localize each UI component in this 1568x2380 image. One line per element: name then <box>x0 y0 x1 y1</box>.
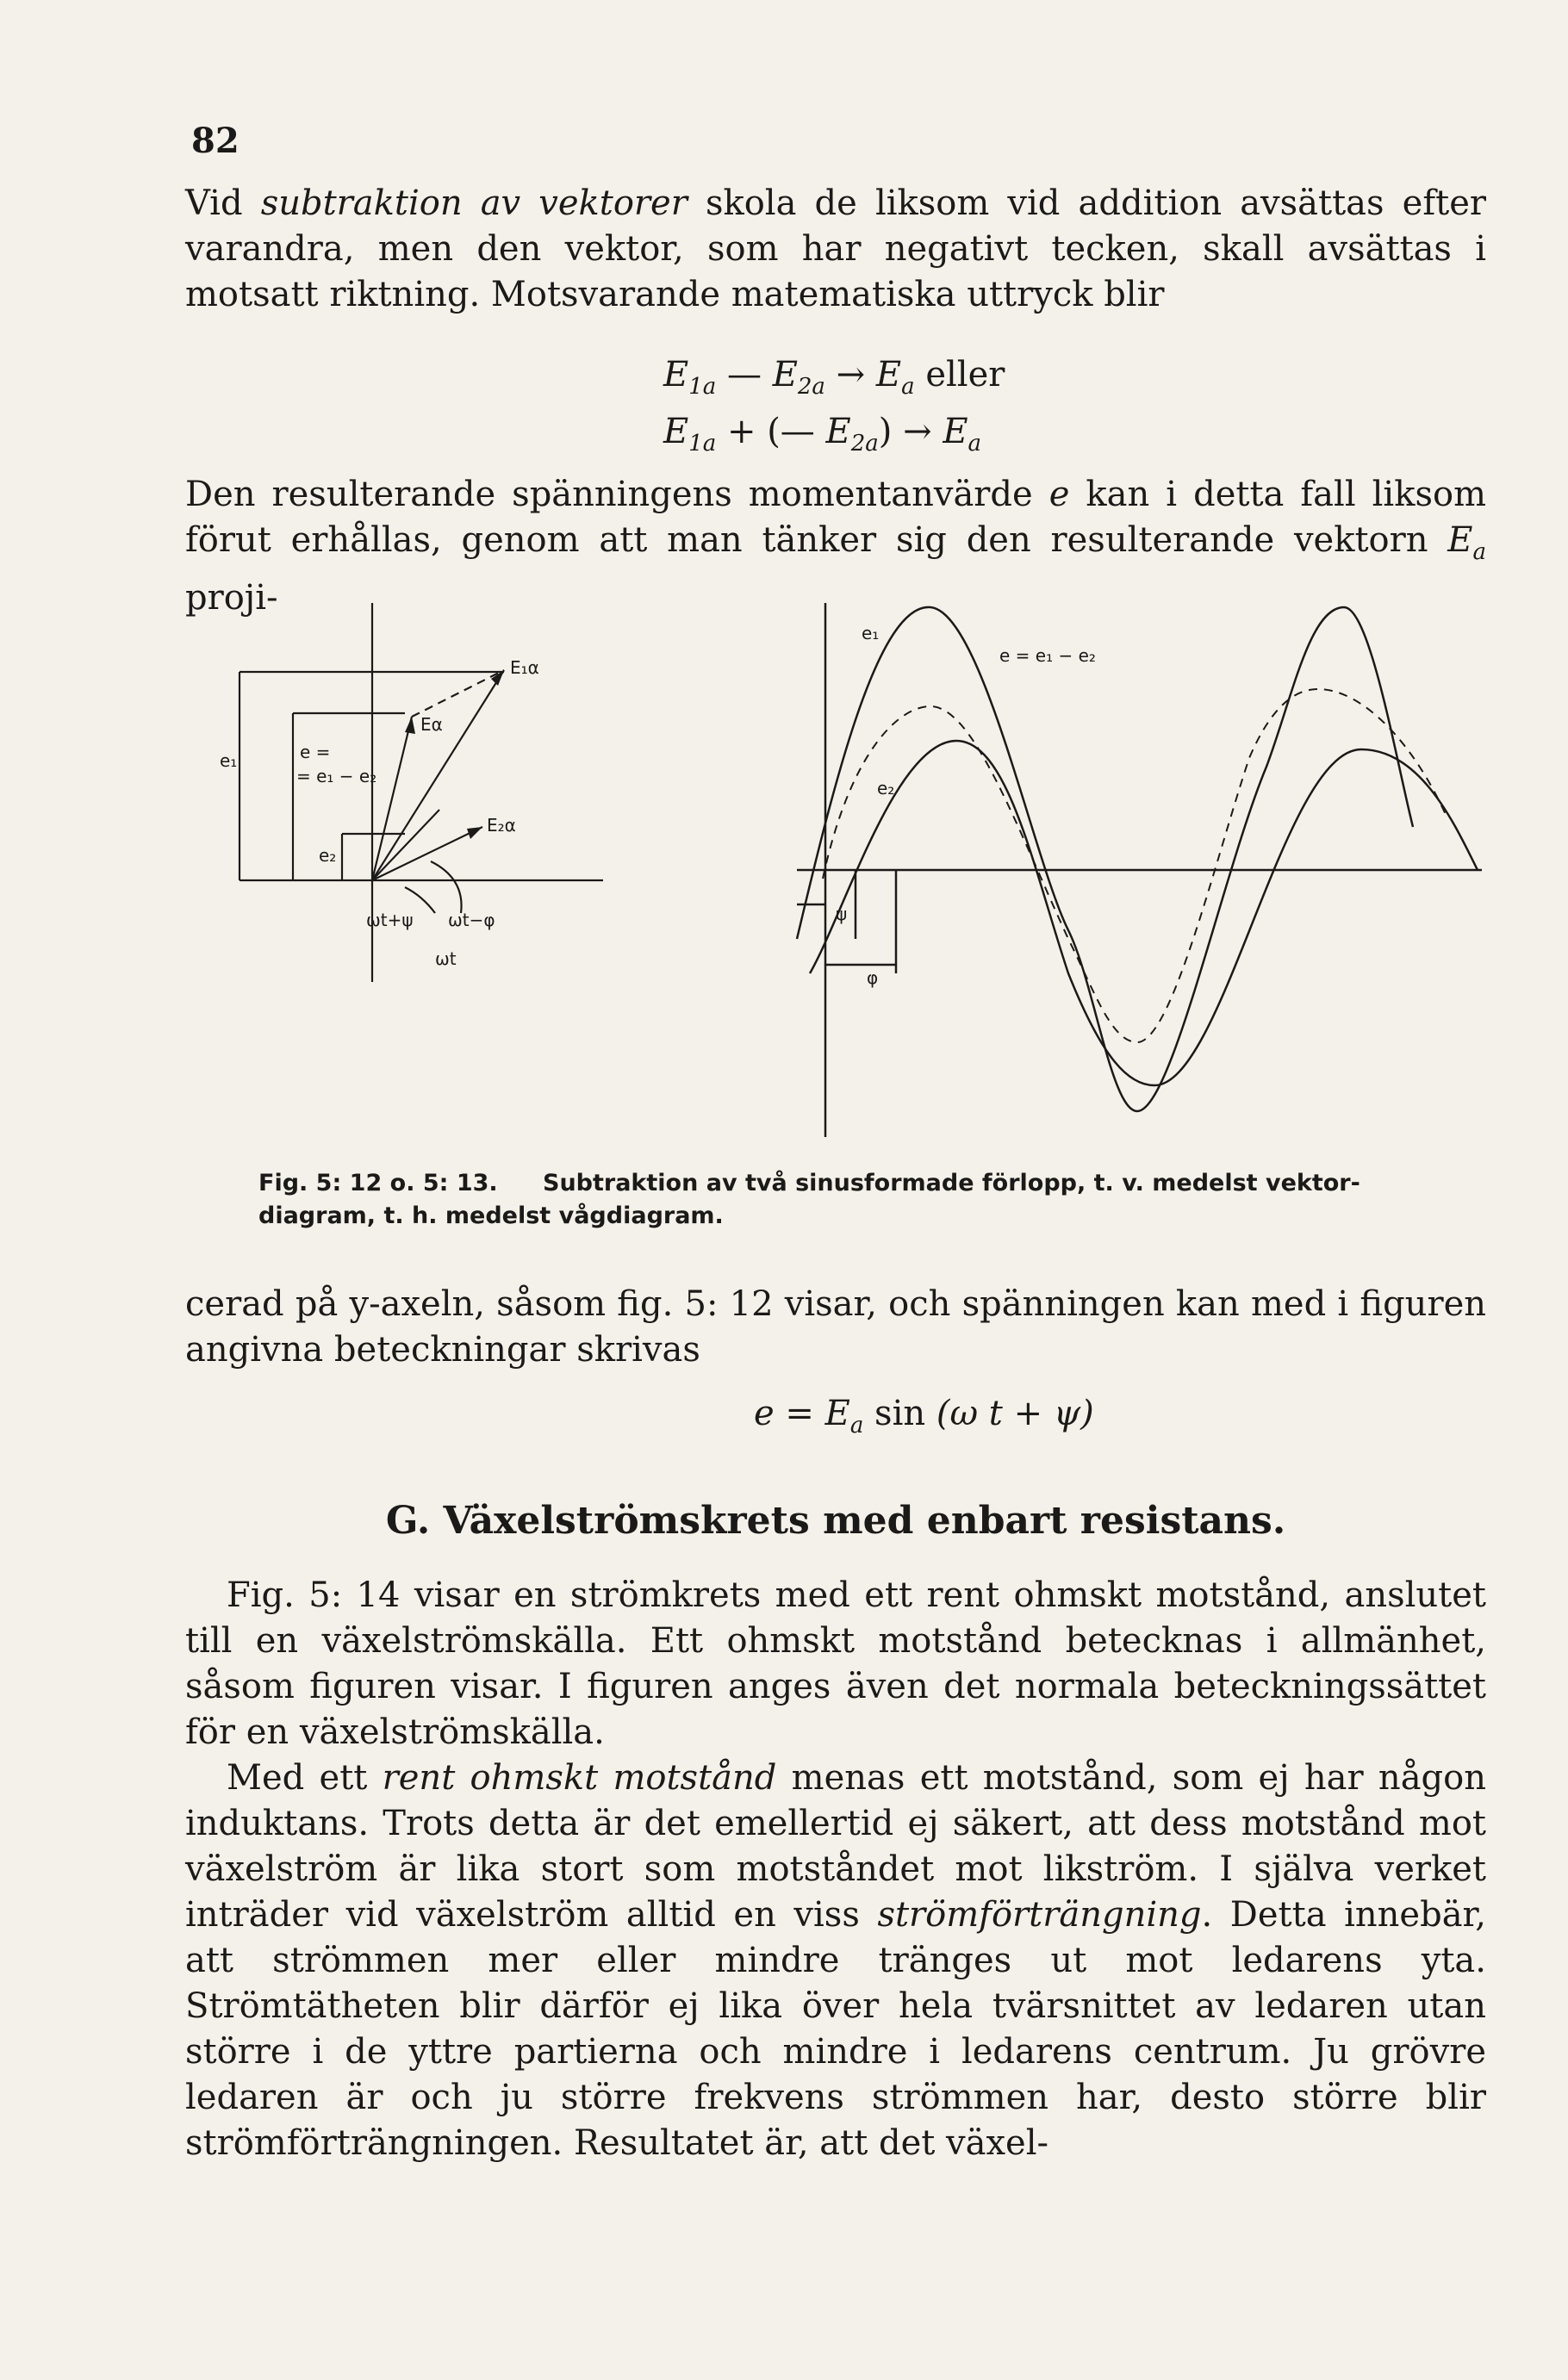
wave-diagram <box>797 603 1482 1137</box>
label-wt-plus-psi: ωt+ψ <box>366 910 414 930</box>
vector-diagram <box>240 603 603 982</box>
wave-e2 <box>810 741 1478 1085</box>
label-E1a: E₁α <box>510 657 539 678</box>
label-e1-left: e₁ <box>220 750 238 771</box>
paragraph-subtraction-intro: Vid subtraktion av vektorer skola de liksom vid addition avsättas efter varandra, men den vektor, som har negativt tecken, skall avsättas i motsatt riktning. Motsvarande matematiska uttryck blir <box>185 183 1487 314</box>
label-phi: φ <box>867 967 879 988</box>
label-wt: ωt <box>435 948 457 969</box>
label-e1-right: e₁ <box>862 623 880 643</box>
section-heading: G. Växelströmskrets med enbart resistans. <box>385 1499 1286 1543</box>
formula-addition-negative: $E_{1a}$ + (— $E_{2a}) \to E_a$ <box>663 412 982 457</box>
formula-instantaneous: $e = E_a$ sin (ω t + ψ) <box>754 1394 1094 1439</box>
paragraph-projection: cerad på y-axeln, såsom fig. 5: 12 visar, och spänningen kan med i figuren angivna beteckningar skrivas <box>185 1284 1486 1370</box>
wave-e1 <box>797 607 1413 1111</box>
vector-ea <box>372 717 412 880</box>
wave-e-difference <box>823 689 1447 1042</box>
page-number: 82 <box>191 121 240 161</box>
formula-subtraction: $E_{1a}$ — $E_{2a} \to E_a$ eller <box>663 355 1005 400</box>
paragraph-resultant: Den resulterande spänningens momentanvärde e kan i detta fall liksom förut erhållas, genom att man tänker sig den resulterande vektorn $E_a$ proji- <box>185 475 1486 618</box>
paragraph-resistance: Med ett rent ohmskt motstånd menas ett motstånd, som ej har någon induktans. Trots detta är det emellertid ej säkert, att dess motstånd mot växelström är lika stort som motståndet mot likström. I själva verket inträder vid växelström alltid en viss strömförträngning. Detta innebär, att strömmen mer eller mindre tränges ut mot ledarens yta. Strömtätheten blir därför ej lika över hela tvärsnittet av ledaren utan större i de yttre partierna och mindre i ledarens centrum. Ju grövre ledaren är och ju större frekvens strömmen har, desto större blir strömförträngningen. Resultatet är, att det växel- <box>185 1758 1486 2163</box>
label-e-eq2: = e₁ − e₂ <box>296 766 377 786</box>
label-e2-left: e₂ <box>319 845 337 866</box>
label-e-eq: e = <box>300 742 331 762</box>
label-psi: ψ <box>836 904 848 924</box>
figure-caption: Fig. 5: 12 o. 5: 13. Subtraktion av två sinusformade förlopp, t. v. medelst vektor-diagram, t. h. medelst vågdiagram. <box>258 1170 1360 1229</box>
label-wt-minus-phi: ωt−φ <box>448 910 495 930</box>
label-e2-right: e₂ <box>877 778 895 799</box>
paragraph-circuit: Fig. 5: 14 visar en strömkrets med ett rent ohmskt motstånd, anslutet till en växelströmskälla. Ett ohmskt motstånd betecknas i allmänhet, såsom figuren visar. I figuren anges även det normala beteckningssättet för en växelströmskälla. <box>185 1575 1486 1752</box>
label-e-difference: e = e₁ − e₂ <box>999 645 1096 666</box>
label-Ea: Eα <box>420 714 443 735</box>
label-E2a: E₂α <box>487 815 516 836</box>
